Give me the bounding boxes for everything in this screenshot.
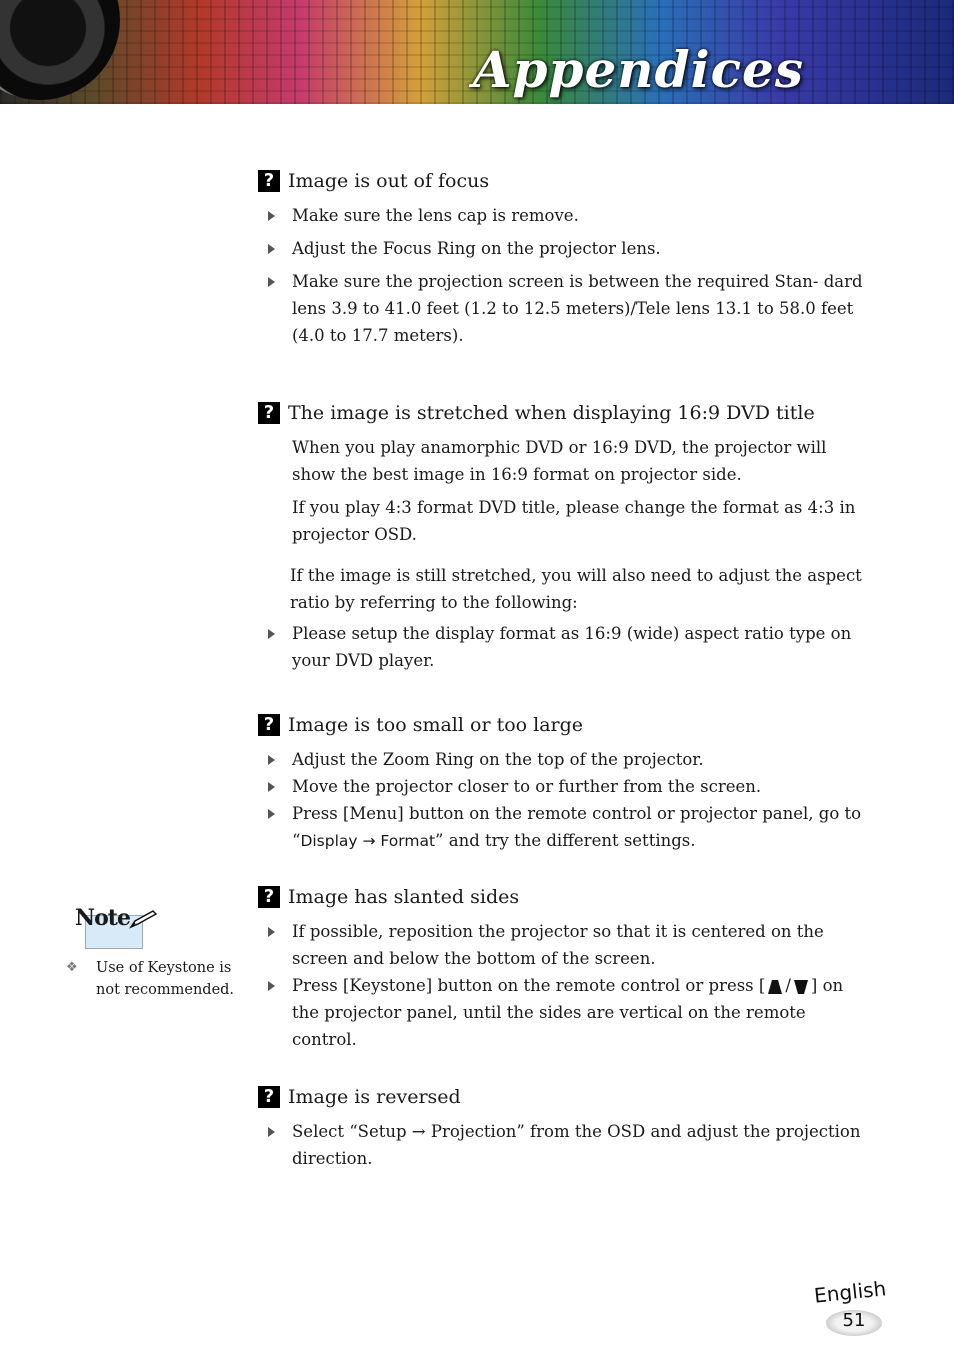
item-list	[258, 202, 874, 349]
language-label: English	[812, 1276, 888, 1308]
lens-graphic	[0, 0, 120, 100]
section-heading	[258, 1086, 874, 1108]
section-heading	[258, 714, 874, 736]
item-list	[258, 1118, 874, 1172]
paragraph: If you play 4:3 format DVD title, please change the format as 4:3 in projector OSD.	[292, 498, 856, 544]
arrow-bullet-icon	[268, 755, 275, 765]
question-icon: ?	[258, 402, 280, 424]
note-label: Note	[75, 905, 130, 931]
list-item: Make sure the projection screen is between the required Stan- dard lens 3.9 to 41.0 feet (1.2 to 12.5 meters)/Tele lens 13.1 to 58.0 feet (4.0 to 17.7 meters).	[258, 268, 874, 349]
section-size	[258, 714, 874, 886]
section-heading	[258, 886, 874, 908]
section-title: Image is out of focus	[288, 170, 490, 192]
list-item: Press [Menu] button on the remote control or projector panel, go to “Display → Format” and try the different settings.	[258, 800, 874, 855]
arrow-bullet-icon	[268, 277, 275, 287]
question-icon: ?	[258, 170, 280, 192]
section-title: Image is too small or too large	[288, 714, 584, 736]
list-item: Please setup the display format as 16:9 (wide) aspect ratio type on your DVD player.	[258, 620, 874, 674]
menu-path: Display → Format	[300, 832, 436, 850]
pencil-icon	[129, 909, 157, 929]
list-item: Adjust the Focus Ring on the projector lens.	[258, 235, 874, 262]
list-item: Make sure the lens cap is remove.	[258, 202, 874, 229]
page-title: Appendices	[472, 40, 804, 99]
section-title: Image is reversed	[288, 1086, 461, 1108]
page-number: 51	[826, 1310, 882, 1336]
item-list	[258, 918, 874, 1053]
arrow-bullet-icon	[268, 927, 275, 937]
paragraph: If the image is still stretched, you will also need to adjust the aspect ratio by referring to the following:	[290, 566, 862, 612]
section-reversed	[258, 1086, 874, 1172]
diamond-bullet-icon: ❖	[66, 960, 78, 975]
note-item: ❖ Use of Keystone is not recommended.	[66, 957, 251, 1001]
header-banner	[0, 0, 954, 104]
section-out-of-focus	[258, 170, 874, 402]
section-title: The image is stretched when displaying 16:9 DVD title	[288, 402, 815, 424]
arrow-bullet-icon	[268, 1127, 275, 1137]
arrow-bullet-icon	[268, 981, 275, 991]
section-slanted	[258, 886, 874, 1086]
section-heading	[258, 170, 874, 192]
paragraph: When you play anamorphic DVD or 16:9 DVD, the projector will show the best image in 16:9 format on projector side.	[292, 438, 827, 484]
list-item: Press [Keystone] button on the remote control or press [ / ] on the projector panel, until the sides are vertical on the remote control.	[258, 972, 874, 1053]
section-title: Image has slanted sides	[288, 886, 520, 908]
keystone-up-icon	[768, 979, 782, 995]
footer	[812, 1276, 902, 1340]
arrow-bullet-icon	[268, 629, 275, 639]
question-icon: ?	[258, 1086, 280, 1108]
item-list	[258, 620, 874, 674]
arrow-bullet-icon	[268, 782, 275, 792]
section-heading	[258, 402, 874, 424]
question-icon: ?	[258, 714, 280, 736]
arrow-bullet-icon	[268, 809, 275, 819]
keystone-down-icon	[794, 979, 808, 995]
main-content	[258, 170, 874, 1178]
item-list	[258, 746, 874, 855]
arrow-bullet-icon	[268, 211, 275, 221]
list-item: Move the projector closer to or further from the screen.	[258, 773, 874, 800]
arrow-bullet-icon	[268, 244, 275, 254]
note-logo	[71, 905, 161, 949]
list-item: Select “Setup → Projection” from the OSD and adjust the projection direction.	[258, 1118, 874, 1172]
list-item: Adjust the Zoom Ring on the top of the projector.	[258, 746, 874, 773]
section-stretched	[258, 402, 874, 714]
list-item: If possible, reposition the projector so that it is centered on the screen and below the bottom of the screen.	[258, 918, 874, 972]
note-sidebar	[66, 905, 251, 1001]
question-icon: ?	[258, 886, 280, 908]
